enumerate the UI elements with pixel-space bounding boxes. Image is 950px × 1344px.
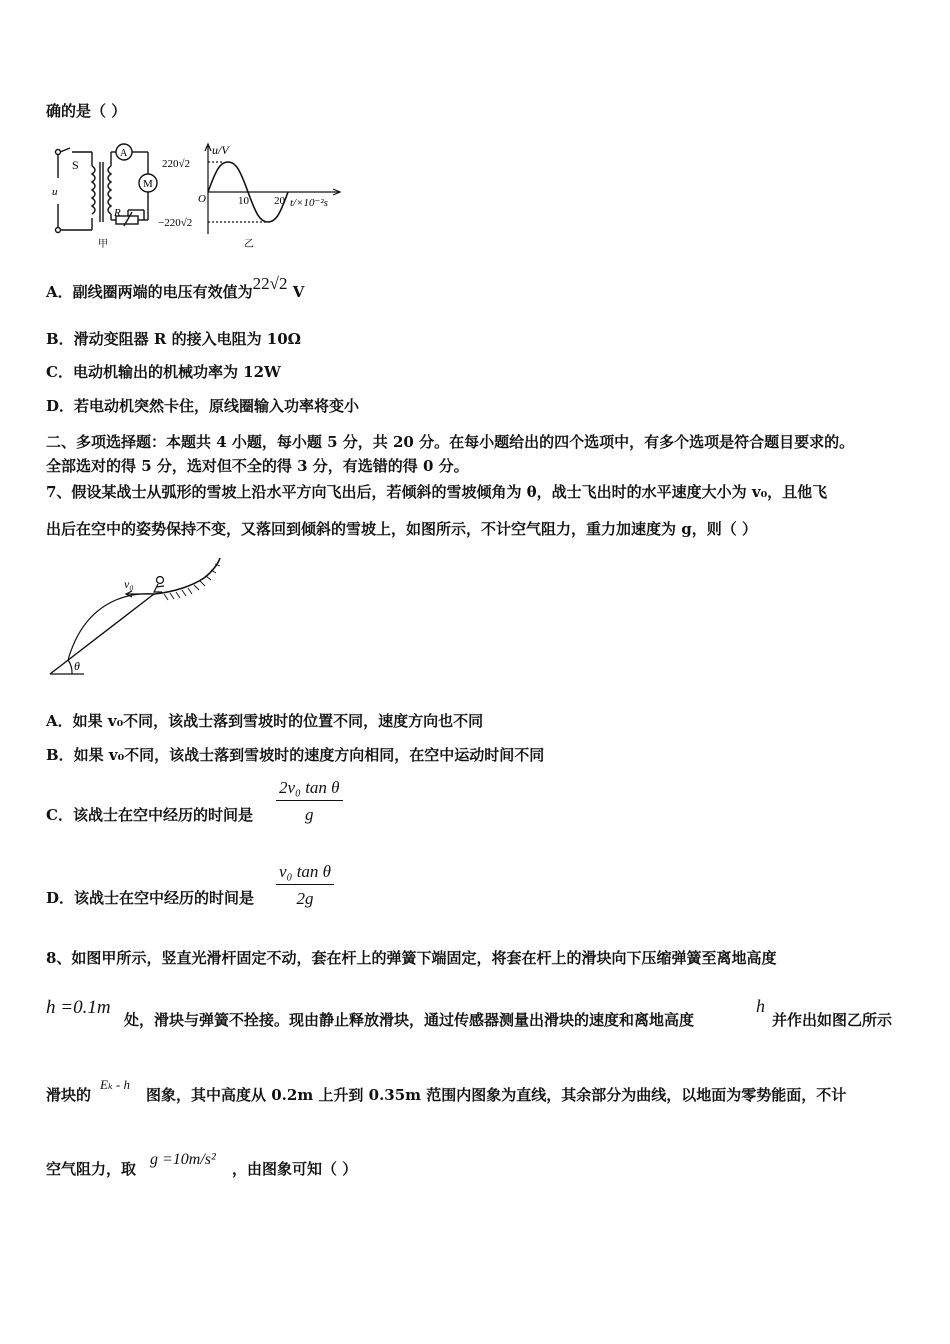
q8-line1: 8、如图甲所示，竖直光滑杆固定不动，套在杆上的弹簧下端固定，将套在杆上的滑块向下压缩弹簧至离地高度 (46, 949, 777, 967)
q8-line2-mid: 处，滑块与弹簧不拴接。现由静止释放滑块，通过传感器测量出滑块的速度和离地高度 (124, 1011, 695, 1029)
resistor-label: R (114, 207, 121, 219)
q6-option-d: D．若电动机突然卡住，原线圈输入功率将变小 (46, 397, 360, 415)
q8-line4-start: 空气阻力，取 (46, 1160, 137, 1178)
q6-option-b: B．滑动变阻器 R 的接入电阻为 10Ω (46, 330, 302, 348)
ammeter-label: A (120, 148, 128, 159)
q7-option-d-numerator: v₀ tan θ (276, 862, 334, 885)
q8-line2-end: 并作出如图乙所示 (772, 1011, 893, 1029)
origin-label: O (198, 193, 206, 205)
q7-line1: 7、假设某战士从弧形的雪坡上沿水平方向飞出后，若倾斜的雪坡倾角为 θ，战士飞出时的水平速度大小为 v₀，且他飞 (46, 483, 828, 501)
q7-option-c-denominator: g (305, 805, 314, 824)
circuit-caption: 甲 (98, 239, 108, 250)
y-min-tick: −220√2 (158, 217, 193, 229)
q7-line2: 出后在空中的姿势保持不变，又落回到倾斜的雪坡上，如图所示，不计空气阻力，重力加速度为 g，则（ ） (46, 520, 757, 538)
q8-line3-rest: 图象，其中高度从 0.2m 上升到 0.35m 范围内图象为直线，其余部分为曲线，以地面为零势能面，不计 (146, 1086, 847, 1104)
x-axis-label: t/×10⁻²s (290, 197, 328, 209)
motor-label: M (143, 178, 153, 190)
circuit-diagram (48, 140, 160, 250)
q7-option-d-fraction (276, 862, 334, 909)
q6-option-a-value: 22√2 (252, 274, 288, 293)
q8-g-expression: g =10m/s² (150, 1151, 216, 1168)
x-tick-20: 20 (274, 195, 285, 207)
q8-h-expression: h =0.1m (46, 997, 111, 1018)
q6-option-c: C．电动机输出的机械功率为 12W (46, 363, 281, 381)
source-label: u (52, 186, 58, 198)
q8-line4-end: ，由图象可知（ ） (232, 1160, 358, 1178)
q8-line3-start: 滑块的 (46, 1086, 92, 1104)
switch-label: S (72, 158, 79, 172)
q7-option-c-fraction (276, 778, 343, 825)
q6-stem-end: 确的是（ ） (46, 102, 127, 120)
q7-option-c: C．该战士在空中经历的时间是 (46, 806, 253, 824)
x-tick-10: 10 (238, 195, 249, 207)
q6-option-a: A．副线圈两端的电压有效值为22√2 V (46, 274, 305, 301)
voltage-waveform (158, 140, 348, 250)
section2-line2: 全部选对的得 5 分，选对但不全的得 3 分，有选错的得 0 分。 (46, 457, 469, 475)
waveform-caption: 乙 (244, 239, 254, 250)
v0-label: v₀ (124, 577, 134, 591)
section2-line1: 二、多项选择题：本题共 4 小题，每小题 5 分，共 20 分。在每小题给出的四个选项中，有多个选项是符合题目要求的。 (46, 433, 855, 451)
q7-option-b: B．如果 v₀不同，该战士落到雪坡时的速度方向相同，在空中运动时间不同 (46, 746, 545, 764)
q7-option-d-denominator: 2g (296, 889, 314, 908)
ski-slope-diagram (44, 556, 228, 680)
theta-label: θ (74, 659, 80, 673)
q7-option-c-numerator: 2v₀ tan θ (276, 778, 343, 801)
q8-h-variable: h (756, 996, 765, 1016)
q8-ek-expression: Eₖ - h (100, 1077, 131, 1092)
y-max-tick: 220√2 (162, 158, 191, 170)
q7-option-d: D．该战士在空中经历的时间是 (46, 889, 255, 907)
q7-option-a: A．如果 v₀不同，该战士落到雪坡时的位置不同，速度方向也不同 (46, 712, 484, 730)
y-axis-label: u/V (212, 143, 229, 157)
